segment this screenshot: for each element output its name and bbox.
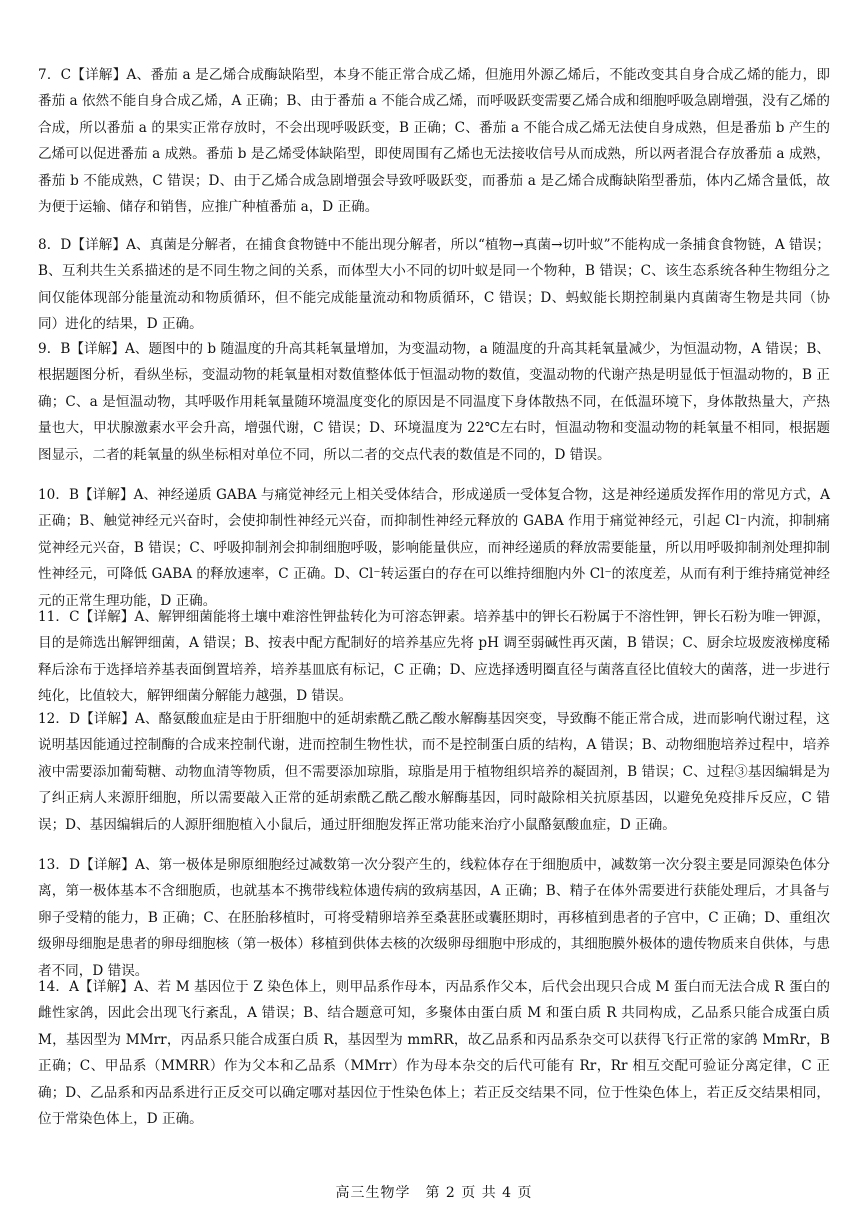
answer-item-13 [38,852,830,984]
item-number: 8． [38,237,61,253]
answer-item-12 [38,706,830,838]
item-text: A【详解】A、若 M 基因位于 Z 染色体上，则甲品系作母本，丙品系作父本，后代会出现只合成 M 蛋白而无法合成 R 蛋白的雌性家鸽，因此会出现飞行紊乱，A 错误；B、结合题意可知，多聚体由蛋白质 M 和蛋白质 R 共同构成，乙品系只能合成蛋白质 M，基因型为 MMrr，丙品系只能合成蛋白质 R，基因型为 mmRR，故乙品系和丙品系杂交可以获得飞行正常的家鸽 MmRr，B 正确；C、甲品系（MMRR）作为父本和乙品系（MMrr）作为母本杂交的后代可能有 Rr，Rr 相互交配可验证分离定律，C 正确；D、乙品系和丙品系进行正反交可以确定哪对基因位于性染色体上；若正反交结果不同，位于性染色体上，若正反交结果相同，位于常染色体上，D 正确。 [38,979,830,1128]
item-text: B【详解】A、题图中的 b 随温度的升高其耗氧量增加，为变温动物，a 随温度的升高其耗氧量减少，为恒温动物，A 错误；B、根据题图分析，看纵坐标，变温动物的耗氧量相对数值整体低于恒温动物的数值，变温动物的代谢产热是明显低于恒温动物的，B 正确；C、a 是恒温动物，其呼吸作用耗氧量随环境温度变化的原因是不同温度下身体散热不同，在低温环境下，身体散热量大，产热量也大，甲状腺激素水平会升高，增强代谢，C 错误；D、环境温度为 22℃左右时，恒温动物和变温动物的耗氧量不相同，根据题图显示，二者的耗氧量的纵坐标相对单位不同，所以二者的交点代表的数值是不同的，D 错误。 [38,341,830,463]
item-number: 14． [38,979,70,995]
answer-item-8 [38,232,830,338]
item-text: D【详解】A、酪氨酸血症是由于肝细胞中的延胡索酰乙酰乙酸水解酶基因突变，导致酶不能正常合成，进而影响代谢过程，这说明基因能通过控制酶的合成来控制代谢，进而控制生物性状，而不是控制蛋白质的结构，A 错误；B、动物细胞培养过程中，培养液中需要添加葡萄糖、动物血清等物质，但不需要添加琼脂，琼脂是用于植物组织培养的凝固剂，B 错误；C、过程③基因编辑是为了纠正病人来源肝细胞，所以需要敲入正常的延胡索酰乙酰乙酸水解酶基因，同时敲除相关抗原基因，以避免免疫排斥反应，C 错误；D、基因编辑后的人源肝细胞植入小鼠后，通过肝细胞发挥正常功能来治疗小鼠酪氨酸血症，D 正确。 [38,711,830,833]
answer-item-10 [38,482,830,614]
item-number: 10． [38,487,69,503]
item-number: 11． [38,609,70,625]
item-number: 13． [38,857,70,873]
item-number: 12． [38,711,70,727]
item-number: 9． [38,341,61,357]
answer-item-14 [38,974,830,1132]
item-text: C【详解】A、解钾细菌能将土壤中难溶性钾盐转化为可溶态钾素。培养基中的钾长石粉属于不溶性钾，钾长石粉为唯一钾源，目的是筛选出解钾细菌，A 错误；B、按表中配方配制好的培养基应先将 pH 调至弱碱性再灭菌，B 错误；C、厨余垃圾废液梯度稀释后涂布于选择培养基表面倒置培养，培养基皿底有标记，C 正确；D、应选择透明圈直径与菌落直径比值较大的菌落，进一步进行纯化，比值较大，解钾细菌分解能力越强，D 错误。 [38,609,830,705]
answer-item-9 [38,336,830,468]
item-text: B【详解】A、神经递质 GABA 与痛觉神经元上相关受体结合，形成递质一受体复合物，这是神经递质发挥作用的常见方式，A 正确；B、触觉神经元兴奋时，会使抑制性神经元兴奋，而抑制性神经元释放的 GABA 作用于痛觉神经元，引起 Cl⁻内流，抑制痛觉神经元兴奋，B 错误；C、呼吸抑制剂会抑制细胞呼吸，影响能量供应，而神经递质的释放需要能量，所以用呼吸抑制剂处理抑制性神经元，可降低 GABA 的释放速率，C 正确。D、Cl⁻转运蛋白的存在可以维持细胞内外 Cl⁻的浓度差，从而有利于维持痛觉神经元的正常生理功能，D 正确。 [38,487,830,609]
page-footer: 高三生物学 第 2 页 共 4 页 [335,1185,533,1201]
item-text: C【详解】A、番茄 a 是乙烯合成酶缺陷型，本身不能正常合成乙烯，但施用外源乙烯后，不能改变其自身合成乙烯的能力，即番茄 a 依然不能自身合成乙烯，A 正确；B、由于番茄 a 不能合成乙烯，而呼吸跃变需要乙烯合成和细胞呼吸急剧增强，没有乙烯的合成，所以番茄 a 的果实正常存放时，不会出现呼吸跃变，B 正确；C、番茄 a 不能合成乙烯无法使自身成熟，但是番茄 b 产生的乙烯可以促进番茄 a 成熟。番茄 b 是乙烯受体缺陷型，即使周围有乙烯也无法接收信号从而成熟，所以两者混合存放番茄 a 成熟，番茄 b 不能成熟，C 错误；D、由于乙烯合成急剧增强会导致呼吸跃变，而番茄 a 是乙烯合成酶缺陷型番茄，体内乙烯含量低，故为便于运输、储存和销售，应推广种植番茄 a，D 正确。 [38,67,830,216]
item-text: D【详解】A、真菌是分解者，在捕食食物链中不能出现分解者，所以“植物→真菌→切叶蚁”不能构成一条捕食食物链，A 错误；B、互利共生关系描述的是不同生物之间的关系，而体型大小不同的切叶蚁是同一个物种，B 错误；C、该生态系统各种生物组分之间仅能体现部分能量流动和物质循环，但不能完成能量流动和物质循环，C 错误；D、蚂蚁能长期控制巢内真菌寄生物是共同（协同）进化的结果，D 正确。 [38,237,831,333]
item-text: D【详解】A、第一极体是卵原细胞经过减数第一次分裂产生的，线粒体存在于细胞质中，减数第一次分裂主要是同源染色体分离，第一极体基本不含细胞质，也就基本不携带线粒体遗传病的致病基因，A 正确；B、精子在体外需要进行获能处理后，才具备与卵子受精的能力，B 正确；C、在胚胎移植时，可将受精卵培养至桑葚胚或囊胚期时，再移植到患者的子宫中，C 正确；D、重组次级卵母细胞是患者的卵母细胞核（第一极体）移植到供体去核的次级卵母细胞中形成的，其细胞膜外极体的遗传物质来自供体，与患者不同，D 错误。 [38,857,830,979]
item-number: 7． [38,67,61,83]
answer-item-7 [38,62,830,220]
answer-item-11 [38,604,830,710]
